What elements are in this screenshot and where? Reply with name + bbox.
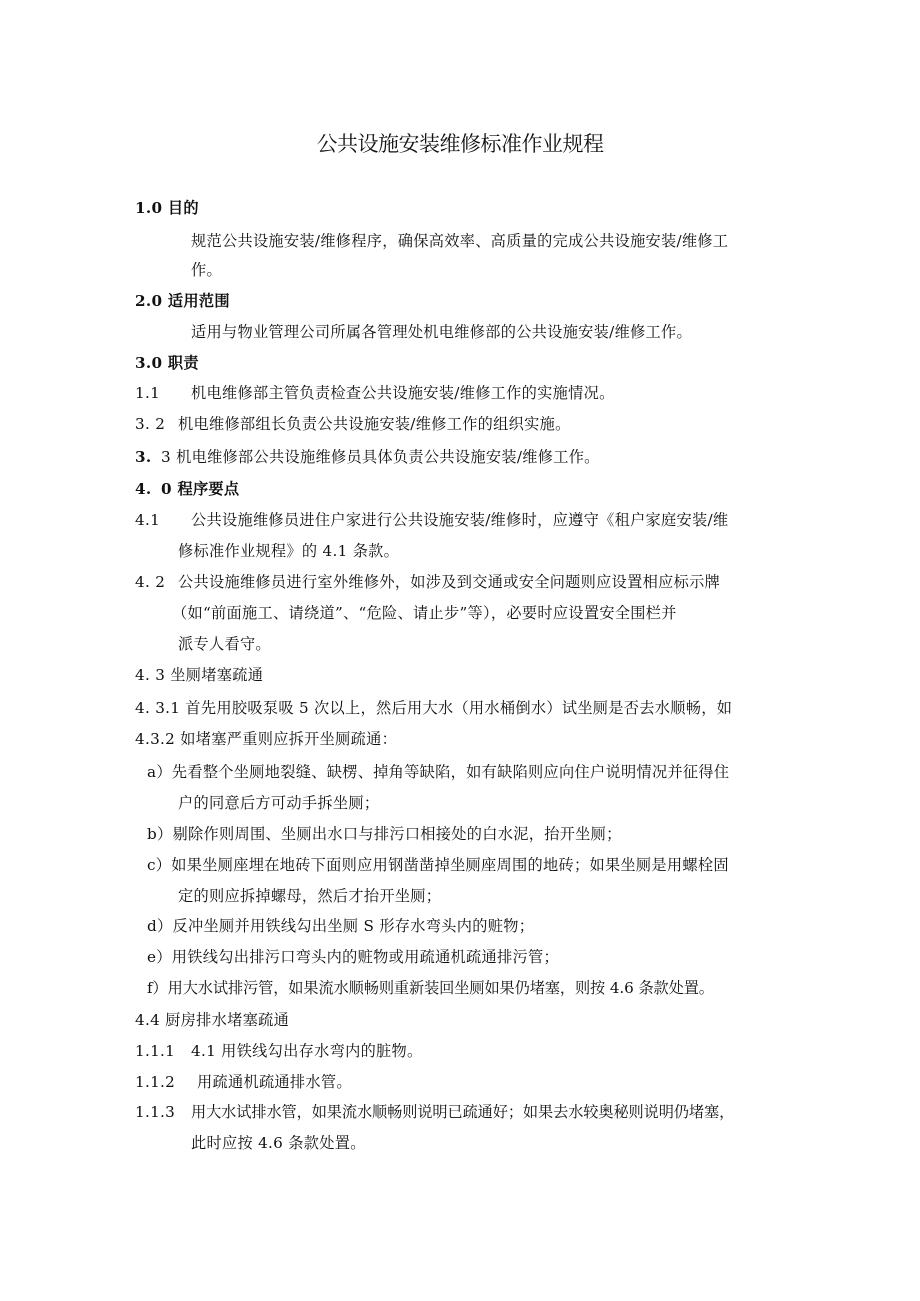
procedure-1-1-1-number: 1.1.1 xyxy=(135,1042,176,1060)
duty-item-1-text: 机电维修部主管负责检查公共设施安装/维修工作的实施情况。 xyxy=(191,384,615,402)
procedure-4-3-heading: 4. 3 坐厕堵塞疏通 xyxy=(135,666,264,684)
procedure-4-1-number: 4.1 xyxy=(135,511,161,529)
document-title: 公共设施安装维修标准作业规程 xyxy=(316,132,604,156)
procedure-4-3-2: 4.3.2 如堵塞严重则应拆开坐厕疏通： xyxy=(135,730,398,748)
duty-item-2-text: 机电维修部组长负责公共设施安装/维修工作的组织实施。 xyxy=(178,415,571,433)
step-c-line-1: c）如果坐厕座埋在地砖下面则应用钢凿凿掉坐厕座周围的地砖；如果坐厕是用螺栓固 xyxy=(147,856,729,874)
procedure-1-1-3-line-1: 用大水试排水管，如果流水顺畅则说明已疏通好；如果去水较奥秘则说明仍堵塞， xyxy=(191,1103,735,1121)
procedure-1-1-3-line-2: 此时应按 4.6 条款处置。 xyxy=(191,1134,366,1152)
procedure-4-1-line-1: 公共设施维修员进住户家进行公共设施安装/维修时，应遵守《租户家庭安装/维 xyxy=(191,511,729,529)
purpose-text-line-1: 规范公共设施安装/维修程序，确保高效率、高质量的完成公共设施安装/维修工 xyxy=(191,232,729,250)
procedure-4-1-line-2: 修标准作业规程》的 4.1 条款。 xyxy=(178,542,400,560)
step-b: b）剔除作则周围、坐厕出水口与排污口相接处的白水泥，抬开坐厕； xyxy=(147,825,622,843)
step-e: e）用铁线勾出排污口弯头内的赃物或用疏通机疏通排污管； xyxy=(147,948,559,966)
procedure-1-1-2-number: 1.1.2 xyxy=(135,1073,176,1091)
duty-item-3-number: 3. xyxy=(135,448,152,466)
procedure-4-3-1: 4. 3.1 首先用胶吸泵吸 5 次以上，然后用大水（用水桶倒水）试坐厕是否去水顺畅，如 xyxy=(135,699,733,717)
procedure-1-1-1-text: 4.1 用铁线勾出存水弯内的脏物。 xyxy=(191,1042,423,1060)
duty-item-1-number: 1.1 xyxy=(135,384,161,402)
section-heading-duties: 3.0 职责 xyxy=(135,354,199,372)
procedure-1-1-3-number: 1.1.3 xyxy=(135,1103,176,1121)
procedure-1-1-2-text: 用疏通机疏通排水管。 xyxy=(197,1073,352,1091)
procedure-4-2-line-3: 派专人看守。 xyxy=(178,635,271,653)
duty-item-2-number: 3. 2 xyxy=(135,415,166,433)
section-heading-scope: 2.0 适用范围 xyxy=(135,292,230,310)
section-heading-procedure-text: 0 程序要点 xyxy=(161,480,240,498)
procedure-4-4-heading: 4.4 厨房排水堵塞疏通 xyxy=(135,1011,290,1029)
scope-text: 适用与物业管理公司所属各管理处机电维修部的公共设施安装/维修工作。 xyxy=(191,323,693,341)
step-a-line-1: a）先看整个坐厕地裂缝、缺楞、掉角等缺陷，如有缺陷则应向住户说明情况并征得住 xyxy=(147,763,730,781)
procedure-4-2-line-1: 公共设施维修员进行室外维修外，如涉及到交通或安全问题则应设置相应标示牌 xyxy=(178,573,721,591)
purpose-text-line-2: 作。 xyxy=(191,261,222,279)
step-a-line-2: 户的同意后方可动手拆坐厕； xyxy=(178,794,380,812)
step-c-line-2: 定的则应拆掉螺母，然后才抬开坐厕； xyxy=(178,887,442,905)
procedure-4-2-line-2: （如“前面施工、请绕道”、“危险、请止步”等），必要时应设置安全围栏并 xyxy=(172,604,677,622)
step-d: d）反冲坐厕并用铁线勾出坐厕 S 形存水弯头内的赃物； xyxy=(147,917,535,935)
duty-item-3-text: 3 机电维修部公共设施维修员具体负责公共设施安装/维修工作。 xyxy=(161,448,600,466)
step-f: f）用大水试排污管，如果流水顺畅则重新装回坐厕如果仍堵塞，则按 4.6 条款处置。 xyxy=(147,979,714,997)
section-heading-procedure-number: 4. xyxy=(135,480,152,498)
section-heading-purpose: 1.0 目的 xyxy=(135,199,199,217)
procedure-4-2-number: 4. 2 xyxy=(135,573,166,591)
